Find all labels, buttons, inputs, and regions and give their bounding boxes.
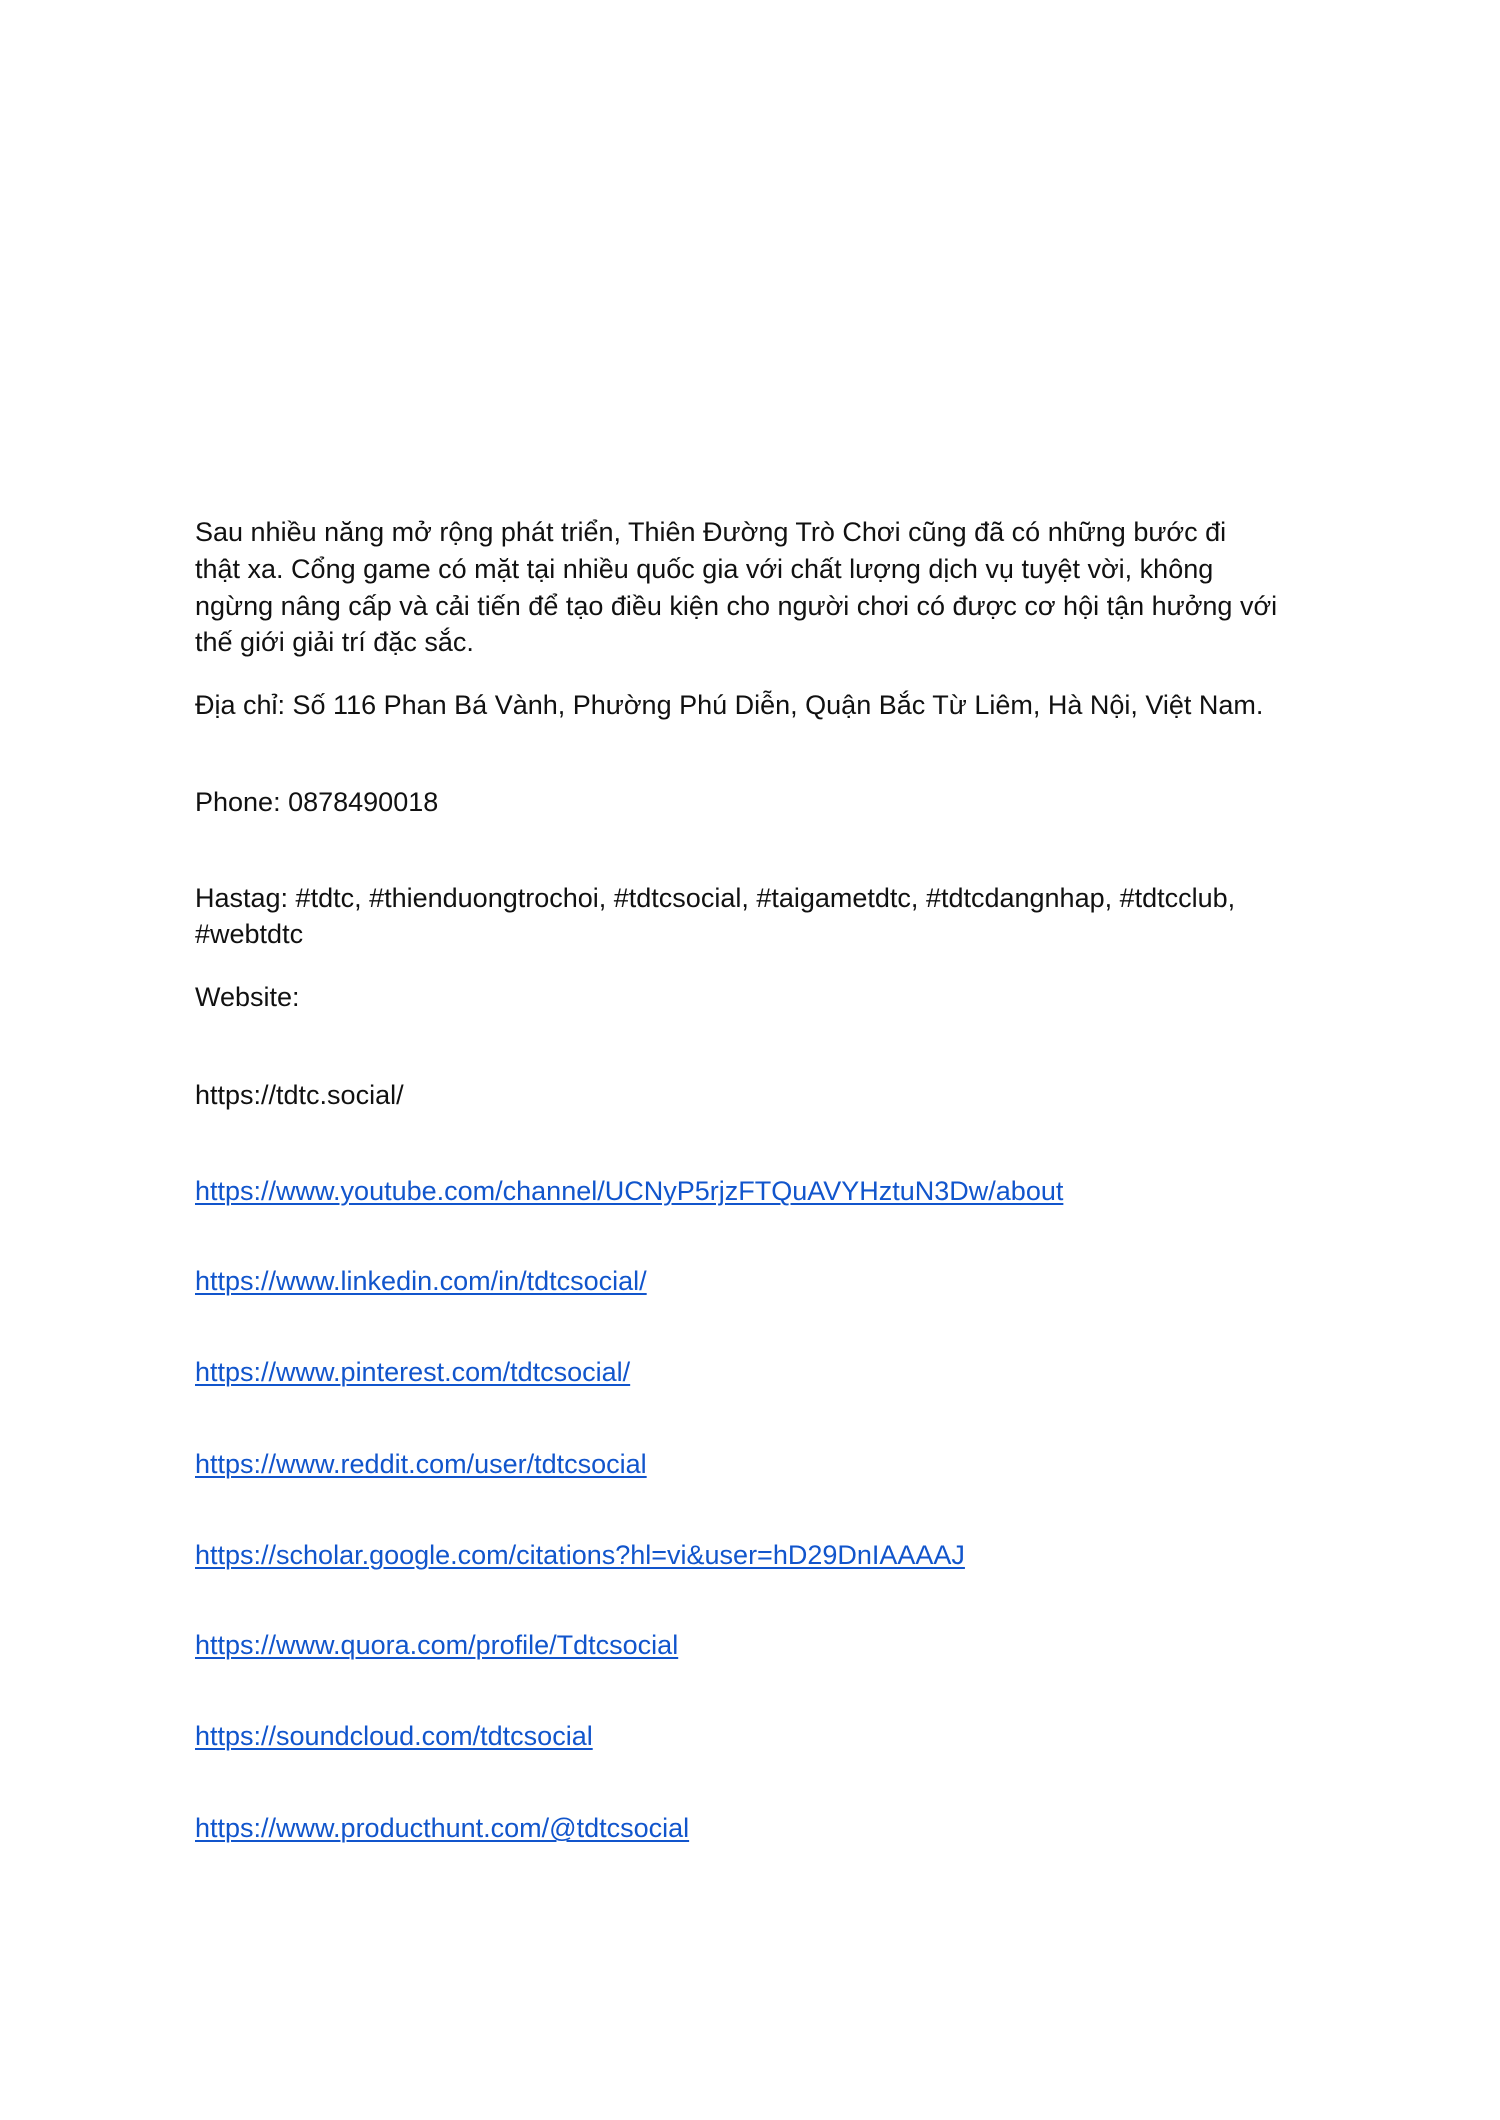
intro-paragraph-line: thật xa. Cổng game có mặt tại nhiều quốc gia với chất lượng dịch vụ tuyệt vời, không: [195, 554, 1214, 584]
youtube-link[interactable]: https://www.youtube.com/channel/UCNyP5rjzFTQuAVYHztuN3Dw/about: [195, 1176, 1064, 1206]
soundcloud-link[interactable]: https://soundcloud.com/tdtcsocial: [195, 1721, 593, 1751]
hashtag-line: Hastag: #tdtc, #thienduongtrochoi, #tdtcsocial, #taigametdtc, #tdtcdangnhap, #tdtcclub,: [195, 883, 1236, 913]
intro-paragraph-line: ngừng nâng cấp và cải tiến để tạo điều kiện cho người chơi có được cơ hội tận hưởng với: [195, 591, 1278, 621]
pinterest-link[interactable]: https://www.pinterest.com/tdtcsocial/: [195, 1357, 631, 1387]
producthunt-link[interactable]: https://www.producthunt.com/@tdtcsocial: [195, 1813, 690, 1843]
intro-paragraph-line: thế giới giải trí đặc sắc.: [195, 627, 474, 657]
hashtag-line: #webtdtc: [195, 919, 304, 949]
phone-text: Phone: 0878490018: [195, 787, 439, 817]
website-label: Website:: [195, 982, 300, 1012]
website-url-text: https://tdtc.social/: [195, 1080, 404, 1110]
address-text: Địa chỉ: Số 116 Phan Bá Vành, Phường Phú Diễn, Quận Bắc Từ Liêm, Hà Nội, Việt Nam.: [195, 690, 1264, 720]
intro-paragraph-line: Sau nhiều năng mở rộng phát triển, Thiên Đường Trò Chơi cũng đã có những bước đi: [195, 517, 1227, 547]
linkedin-link[interactable]: https://www.linkedin.com/in/tdtcsocial/: [195, 1266, 647, 1296]
reddit-link[interactable]: https://www.reddit.com/user/tdtcsocial: [195, 1449, 647, 1479]
quora-link[interactable]: https://www.quora.com/profile/Tdtcsocial: [195, 1630, 679, 1660]
google-scholar-link[interactable]: https://scholar.google.com/citations?hl=vi&user=hD29DnIAAAAJ: [195, 1540, 965, 1570]
